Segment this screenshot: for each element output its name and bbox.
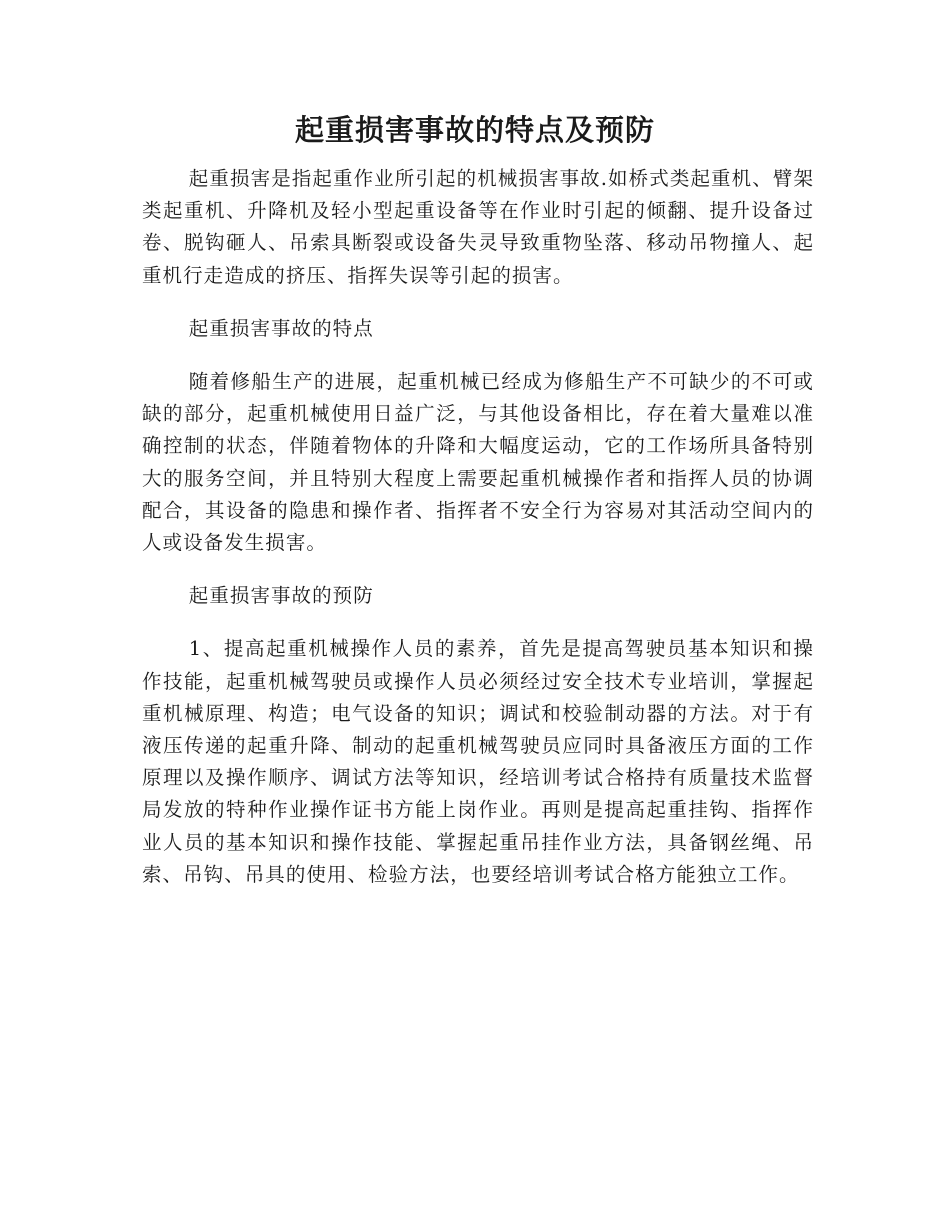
paragraph-gap [142, 292, 814, 313]
paragraph-definition: 起重损害是指起重作业所引起的机械损害事故.如桥式类起重机、臂架类起重机、升降机及轻小型起重设备等在作业时引起的倾翻、提升设备过卷、脱钩砸人、吊索具断裂或设备失灵导致重物坠落、移动吊物撞人、起重机行走造成的挤压、指挥失误等引起的损害。 [142, 167, 814, 287]
paragraph-characteristics: 随着修船生产的进展，起重机械已经成为修船生产不可缺少的不可或缺的部分，起重机械使用日益广泛，与其他设备相比，存在着大量难以准确控制的状态，伴随着物体的升降和大幅度运动，它的工作场所具备特别大的服务空间，并且特别大程度上需要起重机械操作者和指挥人员的协调配合，其设备的隐患和操作者、指挥者不安全行为容易对其活动空间内的人或设备发生损害。 [142, 370, 814, 555]
paragraph-gap [142, 559, 814, 580]
paragraph-gap [142, 345, 814, 366]
paragraph-gap [142, 612, 814, 633]
document-title: 起重损害事故的特点及预防 [294, 113, 655, 147]
paragraph-prevention-1: 1、提高起重机械操作人员的素养，首先是提高驾驶员基本知识和操作技能，起重机械驾驶员或操作人员必须经过安全技术专业培训，掌握起重机械原理、构造；电气设备的知识；调试和校验制动器的方法。对于有液压传递的起重升降、制动的起重机械驾驶员应同时具备液压方面的工作原理以及操作顺序、调试方法等知识，经培训考试合格持有质量技术监督局发放的特种作业操作证书方能上岗作业。再则是提高起重挂钩、指挥作业人员的基本知识和操作技能、掌握起重吊挂作业方法，具备钢丝绳、吊索、吊钩、吊具的使用、检验方法，也要经培训考试合格方能独立工作。 [142, 637, 814, 886]
section-heading-prevention: 起重损害事故的预防 [188, 584, 374, 608]
section-heading-characteristics: 起重损害事故的特点 [188, 316, 374, 340]
document-body [142, 163, 814, 891]
